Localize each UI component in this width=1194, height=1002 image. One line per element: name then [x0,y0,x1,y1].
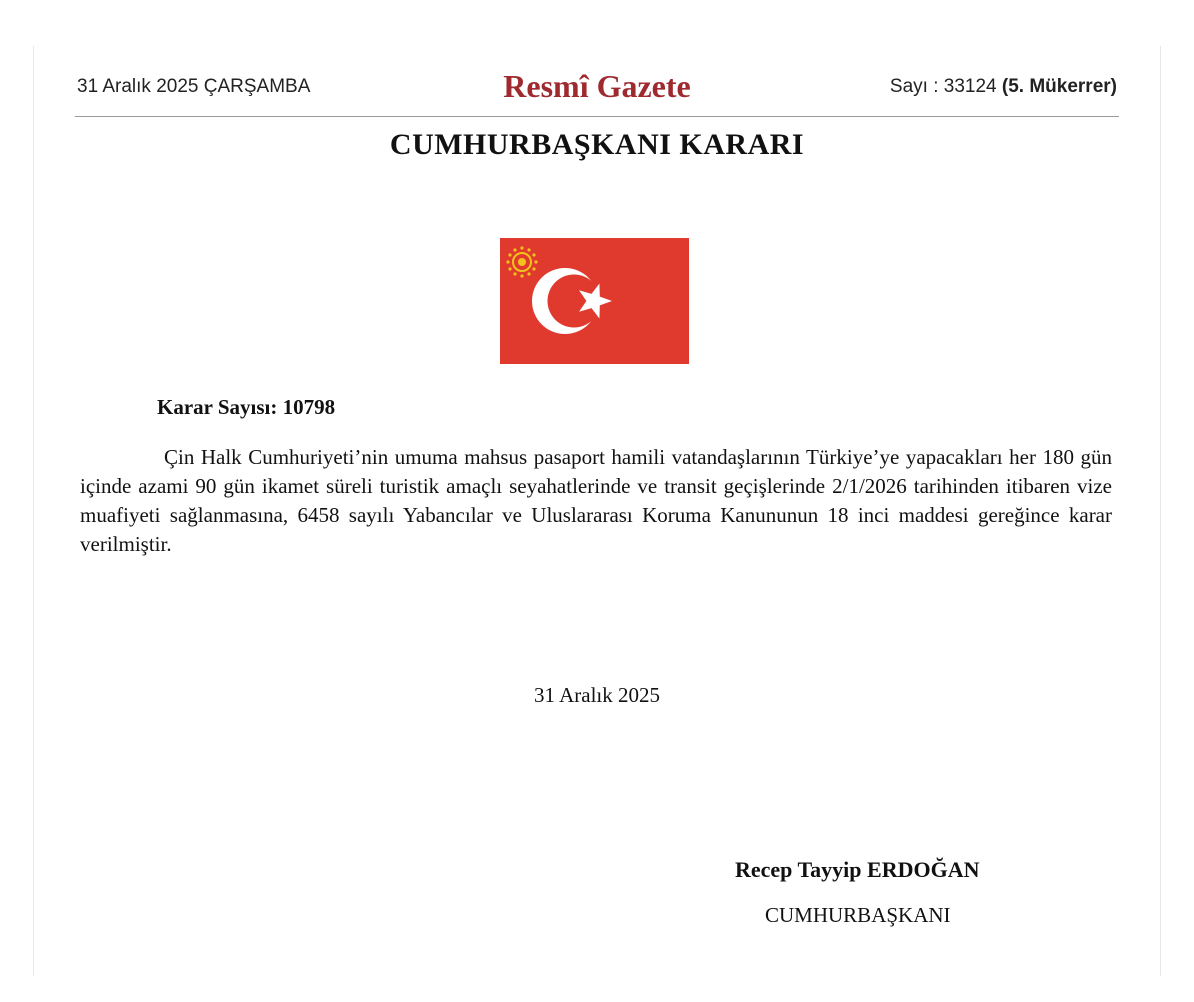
gazette-title: Resmî Gazete [503,68,691,104]
flag-icon [500,238,689,364]
decree-body: Çin Halk Cumhuriyeti’nin umuma mahsus pasaport hamili vatandaşlarının Türkiye’ye yapacakları her 180 gün içinde azami 90 gün ikamet süreli turistik amaçlı seyahatlerinde ve transit geçişlerinde 2/1/2026 tarihinden itibaren vize muafiyeti sağlanmasına, 6458 sayılı Yabancılar ve Uluslararası Koruma Kanununun 18 inci maddesi gereğince karar verilmiştir. [80,445,1112,556]
decree-date: 31 Aralık 2025 [534,683,660,707]
issue-number [890,76,1117,98]
issue-repeat-label: (5. Mükerrer) [1001,76,1117,97]
signatory-title: CUMHURBAŞKANI [765,903,951,927]
issue-date: 31 Aralık 2025 ÇARŞAMBA [77,76,311,97]
decision-number: Karar Sayısı: 10798 [157,395,336,419]
issue-number-label: Sayı : 33124 [889,76,997,97]
decree-title: CUMHURBAŞKANI KARARI [389,128,805,161]
masthead [75,66,1119,117]
signatory-name: Recep Tayyip ERDOĞAN [735,857,980,882]
